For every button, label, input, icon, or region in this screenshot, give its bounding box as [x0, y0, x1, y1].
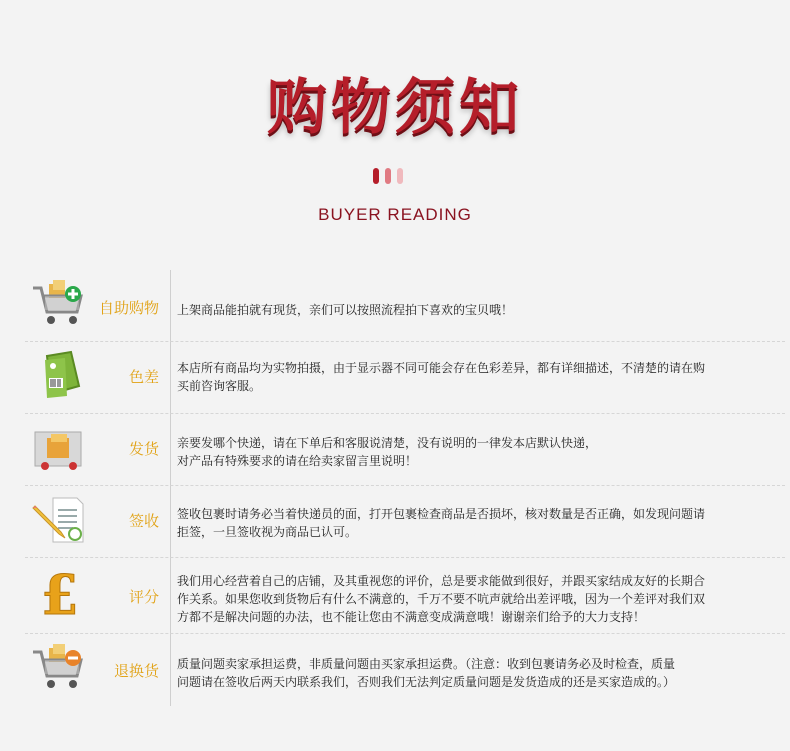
- notice-row-sign-for: [25, 486, 785, 558]
- notice-row-self-service: [25, 270, 785, 342]
- row-label: 自助购物: [98, 299, 159, 317]
- notice-row-rating: [25, 558, 785, 634]
- desc-line: 亲要发哪个快递，请在下单后和客服说清楚，没有说明的一律发本店默认快递，: [177, 436, 598, 450]
- dot-2: [385, 168, 391, 184]
- desc-line: 问题请在签收后两天内联系我们，否则我们无法判定质量问题是发货造成的还是买家造成的。）: [177, 675, 676, 689]
- row-label: 签收: [128, 512, 159, 530]
- notice-row-shipping: [25, 414, 785, 486]
- desc-line: 本店所有商品均为实物拍摄，由于显示器不同可能会存在色彩差异，都有详细描述，不清楚的请在购: [177, 361, 706, 375]
- row-label: 评分: [128, 588, 159, 606]
- page-subtitle: BUYER READING: [318, 205, 472, 224]
- page-title: 购物须知: [267, 73, 523, 143]
- desc-line: 作关系。如果您收到货物后有什么不满意的，千万不要不吭声就给出差评哦，因为一个差评对我们双: [177, 592, 706, 606]
- row-label: 退换货: [113, 662, 159, 680]
- dot-1: [373, 168, 379, 184]
- row-description: [177, 359, 757, 395]
- desc-line: 签收包裹时请务必当着快递员的面，打开包裹检查商品是否损坏，核对数量是否正确，如发现问题请: [177, 507, 706, 521]
- row-description: [177, 572, 757, 626]
- svg-text:£: £: [41, 566, 79, 618]
- row-description: [177, 655, 757, 691]
- desc-line: 质量问题卖家承担运费，非质量问题由买家承担运费。（注意：收到包裹请务必及时检查，质量: [177, 657, 676, 671]
- desc-line: 对产品有特殊要求的请在给卖家留言里说明！: [177, 454, 418, 468]
- row-label: 色差: [128, 368, 159, 386]
- dot-3: [397, 168, 403, 184]
- notice-row-color-difference: [25, 342, 785, 414]
- desc-line: 上架商品能拍就有现货，亲们可以按照流程拍下喜欢的宝贝哦！: [177, 303, 514, 317]
- row-label: 发货: [128, 440, 159, 458]
- row-description: [177, 505, 757, 541]
- row-description: [177, 434, 757, 470]
- row-description: [177, 301, 757, 319]
- decorative-dots: [373, 168, 403, 184]
- desc-line: 拒签，一旦签收视为商品已认可。: [177, 525, 358, 539]
- notice-row-returns: [25, 634, 785, 706]
- desc-line: 买前咨询客服。: [177, 379, 262, 393]
- desc-line: 方都不是解决问题的办法，也不能让您由不满意变成满意哦！谢谢亲们给予的大力支持！: [177, 610, 646, 624]
- desc-line: 我们用心经营着自己的店铺，及其重视您的评价，总是要求能做到很好，并跟买家结成友好的长期合: [177, 574, 706, 588]
